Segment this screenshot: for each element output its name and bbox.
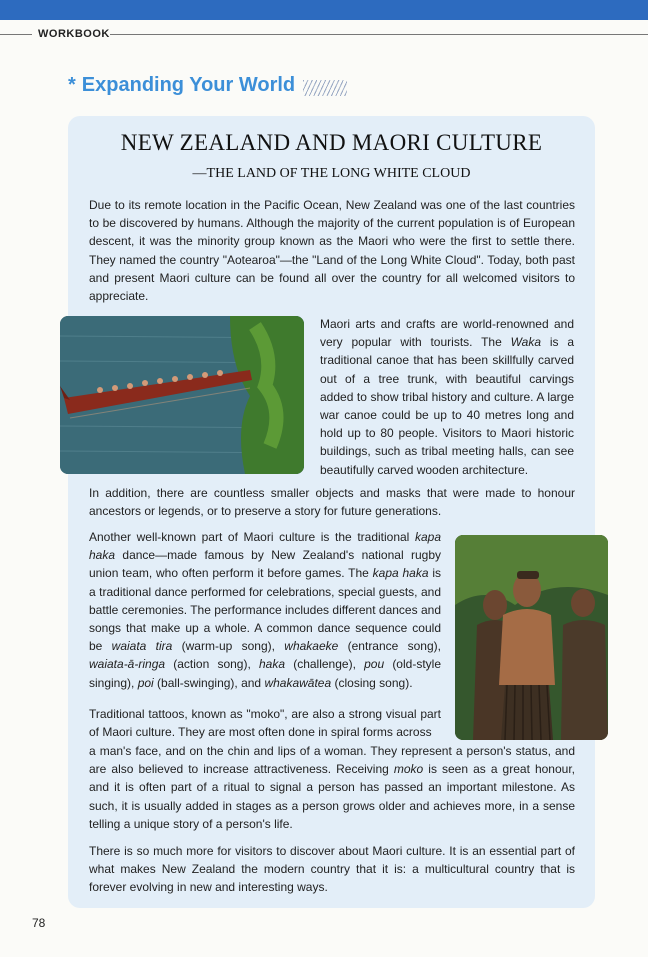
haka-performers-photo <box>455 535 608 740</box>
kapa-text: (old-style singing), <box>89 657 441 690</box>
workbook-label: WORKBOOK <box>38 28 110 40</box>
section-star: * <box>68 74 76 96</box>
kapa-text: dance—made famous by New Zealand's national rugby union team, who often perform it before games. The <box>89 548 441 581</box>
header-rule-right <box>110 34 648 35</box>
kapa-term: haka <box>258 657 286 672</box>
paragraph-conclusion: There is so much more for visitors to discover about Maori culture. It is an essential part of what makes New Zealand the modern country that it is: a multicultural country that is forever evolving in new and interesting ways. <box>89 844 575 895</box>
article-subtitle: —THE LAND OF THE LONG WHITE CLOUD <box>192 166 471 181</box>
paragraph-tattoos-continued <box>89 742 575 833</box>
kapa-term: kapa haka <box>372 566 429 581</box>
arts-text-b: is a traditional canoe that has been skillfully carved out of a tree trunk, with beautiful carvings added to show tribal history and culture. A large war canoe could be up to 40 metres long and hold up to 80 people. Visitors to Maori historic buildings, such as tribal meeting halls, can see beautifully carved wooden architecture. <box>320 335 574 477</box>
kapa-text: Another well-known part of Maori culture is the traditional <box>89 530 415 544</box>
paragraph-arts-crafts <box>320 315 574 479</box>
kapa-text: (closing song). <box>331 675 413 690</box>
paragraph-objects-masks: In addition, there are countless smaller objects and masks that were made to honour ancestors or legends, or to preserve a story for future generations. <box>89 486 575 519</box>
kapa-term: kapa haka <box>89 530 441 563</box>
waka-term: Waka <box>510 335 542 350</box>
section-title <box>68 74 295 97</box>
kapa-text: (action song), <box>165 657 259 672</box>
paragraph-intro: Due to its remote location in the Pacific Ocean, New Zealand was one of the last countries to be discovered by humans. Although the majority of the current population is of European descent, it was the minority group known as the Maori who were the first to settle there. They named the country "Aotearoa"—the "Land of the Long White Cloud". Today, both past and present Maori culture can be found all over the country for all welcomed visitors to appreciate. <box>89 198 575 304</box>
kapa-text: (challenge), <box>285 657 365 672</box>
kapa-text: (ball-swinging), and <box>153 675 265 690</box>
paragraph-kapa-haka <box>89 528 441 692</box>
header-rule-left <box>0 34 32 35</box>
kapa-term: whakaeke <box>284 639 339 654</box>
kapa-term: waiata-ā-ringa <box>89 657 166 672</box>
article-title: NEW ZEALAND AND MAORI CULTURE <box>120 130 543 155</box>
top-color-bar <box>0 0 648 20</box>
decorative-hatch <box>303 80 347 96</box>
kapa-text: is a traditional dance performed for celebrations, special guests, and battle ceremonies. The performance includes different dances and songs that make up a whole. A common dance sequence could be <box>89 566 442 654</box>
moko-text-a: a man's face, and on the chin and lips of a woman. They represent a person's status, and are also believed to increase attractiveness. Receiving <box>89 744 575 777</box>
waka-canoe-photo <box>60 316 304 474</box>
kapa-term: whakawātea <box>264 675 332 690</box>
kapa-text: (entrance song), <box>338 639 441 654</box>
paragraph-tattoos: Traditional tattoos, known as "moko", are also a strong visual part of Maori culture. They are most often done in spiral forms across <box>89 707 441 740</box>
kapa-term: poi <box>137 675 154 690</box>
kapa-text: (warm-up song), <box>172 639 285 654</box>
kapa-term: waiata tira <box>111 639 173 654</box>
moko-text-b: is seen as a great honour, and it is often part of a ritual to signal a person has passed an important milestone. As such, it is usually added in stages as a person grows older and achieves more, in a sense telling a unique story of a person's life. <box>89 762 575 831</box>
arts-text-a: Maori arts and crafts are world-renowned and very popular with tourists. The <box>320 317 574 350</box>
kapa-term: pou <box>364 657 385 672</box>
moko-term: moko <box>393 762 424 777</box>
page-number: 78 <box>32 916 46 930</box>
section-title-text: Expanding Your World <box>81 74 296 96</box>
